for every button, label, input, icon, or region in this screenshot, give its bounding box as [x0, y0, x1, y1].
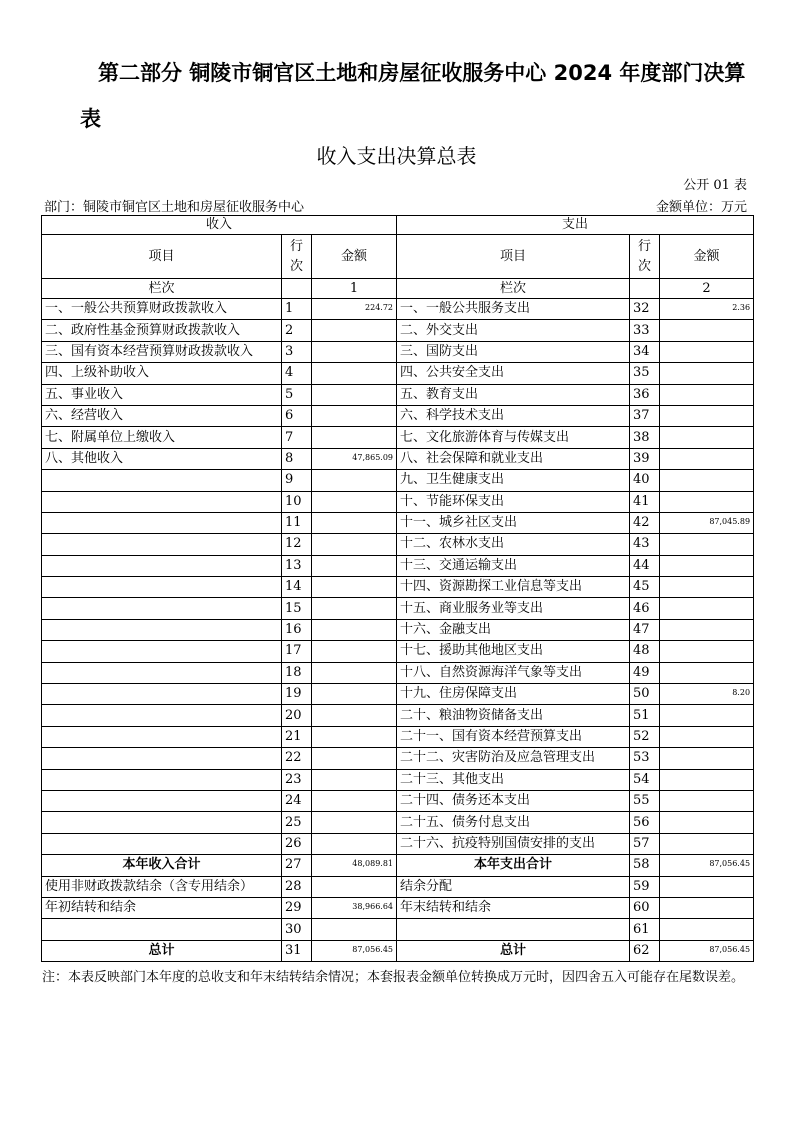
income-amount-cell [312, 470, 397, 491]
income-amount-cell [312, 705, 397, 726]
income-rowno-cell: 28 [282, 876, 312, 897]
expense-rowno-cell: 34 [630, 341, 660, 362]
expense-amount-cell [660, 427, 754, 448]
income-amount-cell [312, 341, 397, 362]
income-rowno-cell: 12 [282, 534, 312, 555]
income-item-cell [42, 748, 282, 769]
expense-amount-cell: 2.36 [660, 299, 754, 320]
expense-item-cell: 十、节能环保支出 [397, 491, 630, 512]
income-item-cell: 三、国有资本经营预算财政拨款收入 [42, 341, 282, 362]
table-row [42, 705, 754, 726]
expense-rowno-cell: 32 [630, 299, 660, 320]
expense-amount-cell [660, 341, 754, 362]
expense-item-cell: 结余分配 [397, 876, 630, 897]
expense-amount-cell [660, 534, 754, 555]
expense-amount-cell [660, 448, 754, 469]
expense-amount-cell [660, 619, 754, 640]
income-rowno-cell: 11 [282, 512, 312, 533]
table-row [42, 876, 754, 897]
income-amount-cell: 38,966.64 [312, 897, 397, 918]
expense-item-cell: 十一、城乡社区支出 [397, 512, 630, 533]
income-amount-cell: 224.72 [312, 299, 397, 320]
expense-item-cell: 三、国防支出 [397, 341, 630, 362]
income-rowno-cell: 15 [282, 598, 312, 619]
income-rowno-header: 行次 [282, 235, 312, 279]
income-column-blank [282, 279, 312, 299]
table-body [42, 299, 754, 962]
income-rowno-cell: 20 [282, 705, 312, 726]
column-header-row [42, 235, 754, 279]
table-row [42, 726, 754, 747]
income-rowno-cell: 27 [282, 855, 312, 876]
income-item-cell [42, 833, 282, 854]
expense-rowno-cell: 49 [630, 662, 660, 683]
expense-amount-cell [660, 897, 754, 918]
expense-rowno-cell: 56 [630, 812, 660, 833]
expense-item-cell: 本年支出合计 [397, 855, 630, 876]
income-rowno-cell: 25 [282, 812, 312, 833]
expense-rowno-cell: 55 [630, 790, 660, 811]
income-amount-cell [312, 619, 397, 640]
expense-rowno-cell: 45 [630, 577, 660, 598]
income-rowno-cell: 14 [282, 577, 312, 598]
income-amount-cell [312, 641, 397, 662]
income-rowno-cell: 13 [282, 555, 312, 576]
income-column-number: 1 [312, 279, 397, 299]
expense-amount-cell [660, 577, 754, 598]
table-row [42, 470, 754, 491]
expense-amount-cell [660, 491, 754, 512]
table-code: 公开 01 表 [683, 178, 747, 193]
department-label: 部门：铜陵市铜官区土地和房屋征收服务中心 [44, 200, 305, 215]
income-item-cell: 七、附属单位上缴收入 [42, 427, 282, 448]
footnote: 注：本表反映部门本年度的总收支和年末结转结余情况；本套报表金额单位转换成万元时，因四舍五入可能存在尾数误差。 [42, 970, 745, 985]
table-row [42, 662, 754, 683]
income-item-cell [42, 919, 282, 940]
expense-amount-cell [660, 598, 754, 619]
income-item-cell: 四、上级补助收入 [42, 363, 282, 384]
expense-item-cell: 十三、交通运输支出 [397, 555, 630, 576]
income-amount-cell [312, 833, 397, 854]
expense-rowno-cell: 47 [630, 619, 660, 640]
income-item-cell [42, 662, 282, 683]
expense-item-cell: 二十三、其他支出 [397, 769, 630, 790]
income-rowno-cell: 8 [282, 448, 312, 469]
table-title: 收入支出决算总表 [316, 144, 477, 168]
expense-rowno-cell: 38 [630, 427, 660, 448]
expense-amount-cell [660, 320, 754, 341]
table-row [42, 534, 754, 555]
expense-item-cell: 十五、商业服务业等支出 [397, 598, 630, 619]
income-amount-cell: 87,056.45 [312, 940, 397, 961]
income-amount-cell [312, 534, 397, 555]
expense-column-label: 栏次 [397, 279, 630, 299]
expense-rowno-cell: 39 [630, 448, 660, 469]
expense-rowno-cell: 51 [630, 705, 660, 726]
income-item-cell [42, 534, 282, 555]
expense-amount-cell: 8.20 [660, 684, 754, 705]
expense-amount-cell [660, 833, 754, 854]
income-rowno-cell: 30 [282, 919, 312, 940]
expense-item-cell: 二十、粮油物资储备支出 [397, 705, 630, 726]
income-item-cell [42, 555, 282, 576]
income-item-cell: 八、其他收入 [42, 448, 282, 469]
table-row [42, 641, 754, 662]
expense-item-cell: 二、外交支出 [397, 320, 630, 341]
table-row [42, 448, 754, 469]
income-amount-cell [312, 726, 397, 747]
income-amount-cell [312, 919, 397, 940]
expense-amount-cell [660, 748, 754, 769]
income-rowno-cell: 1 [282, 299, 312, 320]
income-rowno-cell: 7 [282, 427, 312, 448]
income-rowno-cell: 21 [282, 726, 312, 747]
income-amount-cell [312, 662, 397, 683]
page-title: 第二部分 铜陵市铜官区土地和房屋征收服务中心 2024 年度部门决算表 [80, 61, 746, 131]
income-amount-cell [312, 812, 397, 833]
income-rowno-cell: 5 [282, 384, 312, 405]
income-amount-cell [312, 363, 397, 384]
income-amount-cell [312, 684, 397, 705]
expense-column-number: 2 [660, 279, 754, 299]
income-item-cell [42, 491, 282, 512]
income-item-cell: 一、一般公共预算财政拨款收入 [42, 299, 282, 320]
expense-amount-cell [660, 641, 754, 662]
expense-item-cell: 十八、自然资源海洋气象等支出 [397, 662, 630, 683]
table-row [42, 491, 754, 512]
income-rowno-cell: 3 [282, 341, 312, 362]
income-rowno-cell: 16 [282, 619, 312, 640]
expense-item-cell: 年末结转和结余 [397, 897, 630, 918]
expense-rowno-cell: 52 [630, 726, 660, 747]
expense-rowno-cell: 50 [630, 684, 660, 705]
table-row [42, 619, 754, 640]
income-item-cell [42, 470, 282, 491]
expense-item-cell: 十九、住房保障支出 [397, 684, 630, 705]
expense-rowno-cell: 44 [630, 555, 660, 576]
table-row [42, 341, 754, 362]
expense-rowno-cell: 33 [630, 320, 660, 341]
expense-item-cell: 二十四、债务还本支出 [397, 790, 630, 811]
expense-rowno-cell: 57 [630, 833, 660, 854]
expense-amount-cell [660, 705, 754, 726]
income-amount-cell [312, 405, 397, 426]
expense-item-header: 项目 [397, 235, 630, 279]
expense-column-blank [630, 279, 660, 299]
table-row [42, 833, 754, 854]
income-item-cell: 总计 [42, 940, 282, 961]
expense-amount-cell [660, 790, 754, 811]
expense-item-cell: 二十五、债务付息支出 [397, 812, 630, 833]
table-row [42, 577, 754, 598]
income-item-cell [42, 598, 282, 619]
income-rowno-cell: 6 [282, 405, 312, 426]
income-item-cell: 使用非财政拨款结余（含专用结余） [42, 876, 282, 897]
table-row [42, 512, 754, 533]
table-row [42, 555, 754, 576]
income-column-label: 栏次 [42, 279, 282, 299]
table-row [42, 598, 754, 619]
expense-rowno-cell: 60 [630, 897, 660, 918]
expense-rowno-cell: 46 [630, 598, 660, 619]
income-amount-cell: 47,865.09 [312, 448, 397, 469]
section-header-row [42, 216, 754, 235]
expense-item-cell: 九、卫生健康支出 [397, 470, 630, 491]
expense-item-cell: 四、公共安全支出 [397, 363, 630, 384]
expense-item-cell [397, 919, 630, 940]
expense-amount-header: 金额 [660, 235, 754, 279]
income-rowno-cell: 18 [282, 662, 312, 683]
table-row [42, 855, 754, 876]
expense-item-cell: 十六、金融支出 [397, 619, 630, 640]
expense-rowno-cell: 40 [630, 470, 660, 491]
table-row [42, 919, 754, 940]
expense-item-cell: 总计 [397, 940, 630, 961]
income-item-cell: 本年收入合计 [42, 855, 282, 876]
table-row [42, 897, 754, 918]
income-item-cell [42, 619, 282, 640]
income-item-cell [42, 512, 282, 533]
expense-rowno-cell: 43 [630, 534, 660, 555]
expense-item-cell: 二十二、灾害防治及应急管理支出 [397, 748, 630, 769]
expense-rowno-cell: 41 [630, 491, 660, 512]
expense-rowno-cell: 37 [630, 405, 660, 426]
amount-unit-label: 金额单位：万元 [655, 200, 747, 215]
expense-item-cell: 七、文化旅游体育与传媒支出 [397, 427, 630, 448]
expense-item-cell: 六、科学技术支出 [397, 405, 630, 426]
expense-amount-cell [660, 876, 754, 897]
income-amount-cell [312, 320, 397, 341]
expense-amount-cell [660, 363, 754, 384]
income-rowno-cell: 19 [282, 684, 312, 705]
income-item-cell: 五、事业收入 [42, 384, 282, 405]
income-amount-cell [312, 512, 397, 533]
income-rowno-cell: 26 [282, 833, 312, 854]
income-rowno-cell: 9 [282, 470, 312, 491]
expense-amount-cell [660, 555, 754, 576]
expense-amount-cell [660, 726, 754, 747]
expense-rowno-cell: 59 [630, 876, 660, 897]
income-amount-cell [312, 491, 397, 512]
income-amount-cell [312, 790, 397, 811]
expense-amount-cell: 87,056.45 [660, 855, 754, 876]
expense-rowno-cell: 54 [630, 769, 660, 790]
table-row [42, 684, 754, 705]
column-number-row [42, 279, 754, 299]
expense-amount-cell [660, 769, 754, 790]
income-amount-cell [312, 598, 397, 619]
income-item-cell [42, 812, 282, 833]
table-row [42, 299, 754, 320]
expense-item-cell: 八、社会保障和就业支出 [397, 448, 630, 469]
expense-amount-cell [660, 384, 754, 405]
income-expense-table [41, 215, 754, 962]
income-amount-cell [312, 384, 397, 405]
expense-item-cell: 十四、资源勘探工业信息等支出 [397, 577, 630, 598]
income-item-cell [42, 641, 282, 662]
expense-item-cell: 二十六、抗疫特别国债安排的支出 [397, 833, 630, 854]
income-amount-cell: 48,089.81 [312, 855, 397, 876]
expense-item-cell: 十二、农林水支出 [397, 534, 630, 555]
expense-rowno-cell: 58 [630, 855, 660, 876]
expense-item-cell: 十七、援助其他地区支出 [397, 641, 630, 662]
table-row [42, 427, 754, 448]
income-item-cell [42, 684, 282, 705]
expense-amount-cell [660, 405, 754, 426]
income-item-cell [42, 726, 282, 747]
income-item-cell [42, 577, 282, 598]
income-amount-cell [312, 427, 397, 448]
table-row [42, 790, 754, 811]
income-amount-cell [312, 769, 397, 790]
expense-rowno-cell: 61 [630, 919, 660, 940]
table-row [42, 405, 754, 426]
income-item-header: 项目 [42, 235, 282, 279]
income-rowno-cell: 17 [282, 641, 312, 662]
expense-rowno-cell: 36 [630, 384, 660, 405]
income-rowno-cell: 23 [282, 769, 312, 790]
expense-item-cell: 二十一、国有资本经营预算支出 [397, 726, 630, 747]
income-rowno-cell: 10 [282, 491, 312, 512]
expense-rowno-header: 行次 [630, 235, 660, 279]
table-row [42, 769, 754, 790]
income-amount-cell [312, 748, 397, 769]
income-rowno-cell: 31 [282, 940, 312, 961]
expense-amount-cell [660, 470, 754, 491]
expense-rowno-cell: 62 [630, 940, 660, 961]
table-row [42, 940, 754, 961]
expense-rowno-cell: 48 [630, 641, 660, 662]
expense-amount-cell [660, 919, 754, 940]
expense-amount-cell: 87,056.45 [660, 940, 754, 961]
income-amount-header: 金额 [312, 235, 397, 279]
income-amount-cell [312, 555, 397, 576]
income-rowno-cell: 24 [282, 790, 312, 811]
income-rowno-cell: 22 [282, 748, 312, 769]
expense-amount-cell [660, 812, 754, 833]
income-amount-cell [312, 577, 397, 598]
expense-rowno-cell: 35 [630, 363, 660, 384]
income-item-cell: 六、经营收入 [42, 405, 282, 426]
income-section-header: 收入 [42, 216, 397, 235]
expense-item-cell: 五、教育支出 [397, 384, 630, 405]
income-rowno-cell: 2 [282, 320, 312, 341]
expense-item-cell: 一、一般公共服务支出 [397, 299, 630, 320]
table-row [42, 320, 754, 341]
expense-rowno-cell: 42 [630, 512, 660, 533]
table-row [42, 363, 754, 384]
table-row [42, 812, 754, 833]
income-item-cell [42, 790, 282, 811]
expense-section-header: 支出 [397, 216, 754, 235]
income-rowno-cell: 29 [282, 897, 312, 918]
income-item-cell [42, 769, 282, 790]
expense-amount-cell: 87,045.89 [660, 512, 754, 533]
income-item-cell: 二、政府性基金预算财政拨款收入 [42, 320, 282, 341]
expense-amount-cell [660, 662, 754, 683]
expense-rowno-cell: 53 [630, 748, 660, 769]
income-amount-cell [312, 876, 397, 897]
table-row [42, 748, 754, 769]
income-item-cell [42, 705, 282, 726]
table-row [42, 384, 754, 405]
income-rowno-cell: 4 [282, 363, 312, 384]
income-item-cell: 年初结转和结余 [42, 897, 282, 918]
